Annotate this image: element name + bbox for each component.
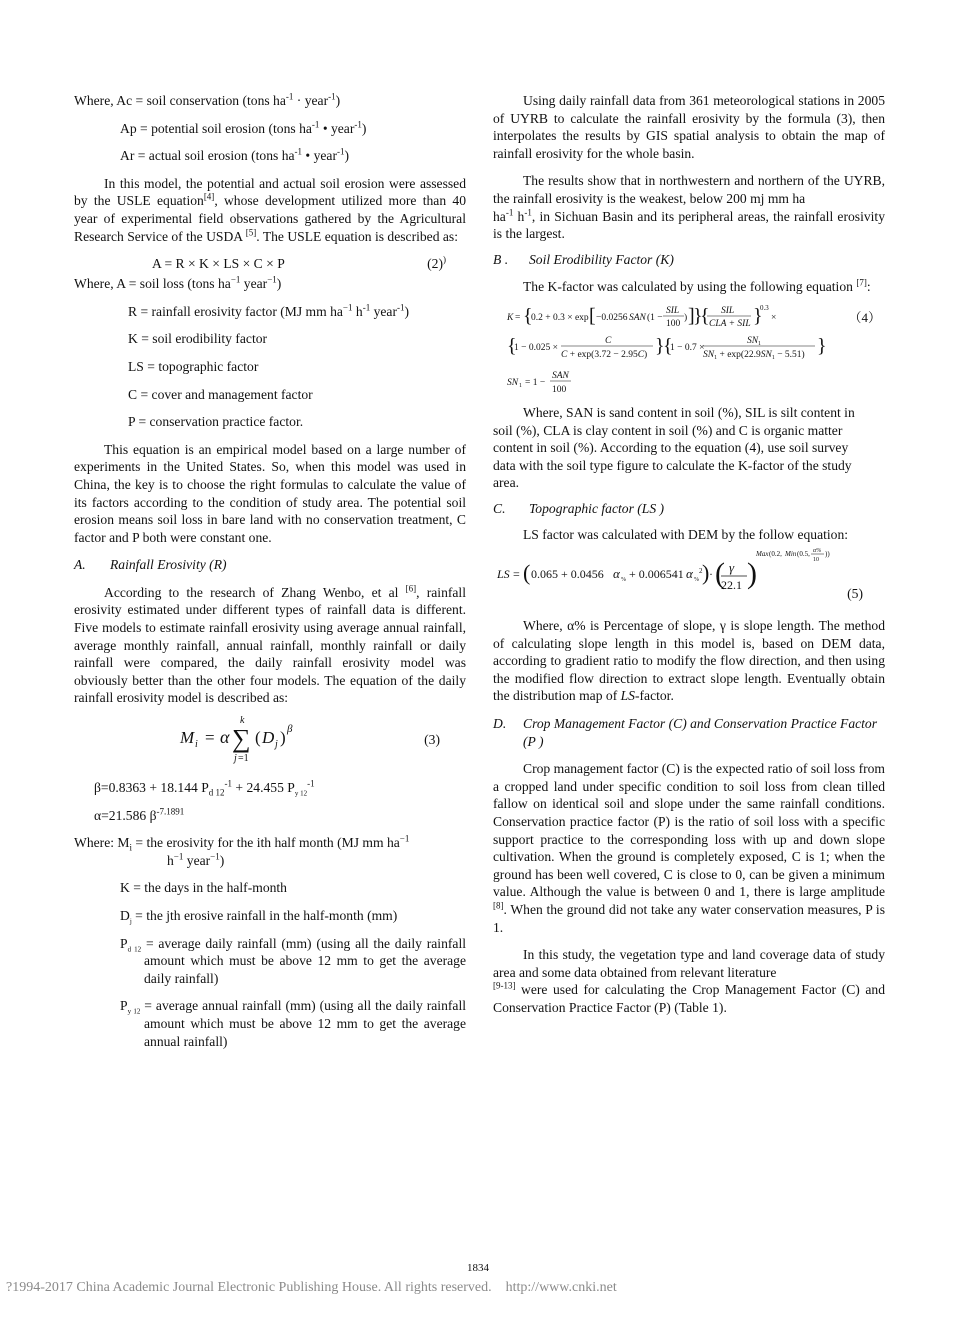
- paragraph-meteorological: Using daily rainfall data from 361 meteorological stations in 2005 of UYRB to calculate the rainfall erosivity by the formula (3), then interpolates the results by GIS spatial analysis to obtain the map of rainfall erosivity for the whole basin.: [493, 93, 885, 161]
- svg-text:CLA + SIL: CLA + SIL: [709, 318, 751, 329]
- svg-text:(: (: [255, 728, 261, 748]
- svg-text:0.3: 0.3: [760, 303, 769, 312]
- heading-soil-erodibility: B . Soil Erodibility Factor (K): [493, 251, 674, 267]
- svg-text:{: {: [523, 304, 533, 327]
- svg-text:%: %: [621, 577, 626, 584]
- def-c: C = cover and management factor: [128, 386, 313, 402]
- equation-3-formula: [74, 713, 466, 771]
- svg-text:i: i: [195, 739, 198, 751]
- svg-text:=: =: [205, 728, 215, 748]
- svg-text:1: 1: [519, 382, 522, 389]
- svg-text:D: D: [262, 728, 275, 748]
- paragraph-crop-factor: Crop management factor (C) is the expected ratio of soil loss from a cropped land under specific condition to soil loss from clean tilled fallow on identical soil and slope under the same rainfall conditions. Conservation practice factor (P) is the ratio of soil loss with a specific support practice to the corresponding loss with up and down slope cultivation. When the ground is completely exposed, C is 1; when the ground has been well covered, C is close to 0, can be given a minimum value. Although the value is between 0 and 1, there is large amplitude [8]. When the ground did not take any water conservation measures, P is 1.: [493, 761, 885, 935]
- svg-text:}: }: [753, 304, 763, 327]
- left-column: [74, 92, 466, 1050]
- equation-4: K = { 0.2 + 0.3 × exp [ −0.0256 SAN (1 − SIL 100 ) ] } { SIL CLA + SIL } 0.3 × { 1 − 0.025 × C C + exp(3.72 − 2.95C) } { 1 − 0.7 × SN 1 $SN_1 + \exp(22.9SN_1 - 5.51)$ } SN 1 = 1 − SAN 100 （4）: [493, 304, 885, 404]
- svg-text:Min: Min: [785, 550, 797, 559]
- paragraph-vegetation: In this study, the vegetation type and land coverage data of study area and some data obtained from relevant literature [9-13] were used for calculating the Crop Management Factor (C) and Conservation Practice Factor (P) (Table 1).: [493, 947, 885, 1015]
- svg-text:)): )): [825, 550, 830, 559]
- def-k-days: K = the days in the half-month: [120, 880, 287, 896]
- heading-rainfall-erosivity: A. Rainfall Erosivity (R): [74, 557, 227, 573]
- svg-text:β: β: [287, 723, 293, 736]
- svg-text:j: j: [275, 739, 278, 751]
- svg-text:(: (: [715, 557, 725, 591]
- equation-5-formula: [493, 543, 885, 609]
- svg-text:): ): [280, 728, 286, 748]
- svg-text:K: K: [507, 312, 514, 323]
- svg-text:}: }: [817, 334, 827, 357]
- svg-text:+ 0.006541: + 0.006541: [629, 567, 684, 582]
- def-py12: $P_{y 12}$ = average annual rainfall (mm) (using all the daily rainfall amount which must be above 12 mm to get the average annual rainfall): [120, 998, 466, 1049]
- svg-text:}: }: [655, 334, 665, 357]
- heading-topographic: C. Topographic factor (LS ): [493, 500, 665, 516]
- def-r: R = rainfall erosivity factor (MJ mm $ha^{-1}$ $h^{-1}$ year$^{-1}$): [128, 302, 410, 319]
- svg-text:[: [: [589, 304, 596, 327]
- right-column: [493, 92, 885, 1017]
- svg-text:(0.2,: (0.2,: [769, 550, 782, 559]
- svg-text:): ): [684, 312, 688, 323]
- svg-text:0.2 + 0.3 × exp: 0.2 + 0.3 × exp: [531, 312, 589, 323]
- where-m: Where: $M_i$ = the erosivity for the ith half month (MJ mm $ha^{-1}$ $h^{-1}$ year$^{-1}$): [74, 833, 410, 868]
- svg-text:1 − 0.025 ×: 1 − 0.025 ×: [514, 342, 558, 353]
- svg-text:α%: α%: [813, 548, 822, 555]
- paragraph-slope: Where, α% is Percentage of slope, γ is slope length. The method of calculating slope length in this model is, based on DEM data, according to gradient ratio to modify the flow direction, and then using the modified flow direction to extract slope length. Eventually obtain the distribution map of LS-factor.: [493, 618, 885, 704]
- svg-text:2: 2: [699, 567, 703, 576]
- svg-text:α: α: [686, 566, 693, 582]
- def-dj: $D_j$ = the jth erosive rainfall in the half-month (mm): [120, 908, 398, 926]
- equation-4-formula: [493, 304, 885, 404]
- svg-text:γ: γ: [729, 560, 735, 576]
- svg-text:×: ×: [771, 312, 777, 323]
- equation-2: A = R × K × LS × C × P (2)): [152, 254, 446, 272]
- svg-text:%: %: [694, 577, 699, 584]
- svg-text:{: {: [507, 334, 517, 357]
- paragraph-rainfall: According to the research of Zhang Wenbo, et al [6], rainfall erosivity estimated under different types of rainfall data is different. Five models to estimate rainfall erosivity using average annual rainfall, average monthly rainfall, annual rainfall, monthly rainfall or daily rainfall were compared, the daily rainfall erosivity model was obviously better than the other four models. The equation of the daily rainfall erosivity model is described as:: [74, 583, 466, 706]
- beta-formula: β=0.8363 + 18.144 $P_{d 12}^{-1} + 24.455$ $P_{y 12}^{-1}$: [94, 778, 315, 798]
- svg-text:10: 10: [813, 557, 819, 564]
- svg-text:j: j: [234, 753, 237, 765]
- page-number: 1834: [467, 1262, 489, 1274]
- svg-text:α: α: [220, 727, 230, 748]
- alpha-formula: α=21.586 $\beta^{-7.1891}$: [94, 806, 185, 823]
- paragraph-results: The results show that in northwestern and northern of the UYRB, the rainfall erosivity is the weakest, below 200 mj mm ha $ha^{-1}$ $h^{-1}$, in Sichuan Basin and its peripheral areas, the rainfall erosivity is the largest.: [493, 173, 885, 242]
- svg-text:]: ]: [688, 304, 695, 327]
- svg-text:{: {: [700, 304, 710, 327]
- where-a: Where, A = soil loss (tons $ha^{-1}$ year$^{-1}$): [74, 274, 282, 292]
- svg-text:C + exp(3.72 − 2.95C): C + exp(3.72 − 2.95C): [561, 349, 648, 360]
- svg-text:(: (: [523, 560, 531, 586]
- paragraph-empirical: This equation is an empirical model based on a large number of experiments in the United States. So, when this model was used in China, the key is to choose the right formulas to calculate the value of its factors according to the condition of study area. The potential soil erosion means soil loss in bare land with no conservation treatment, C factor and P both were constant one.: [74, 441, 466, 545]
- svg-text:SIL: SIL: [666, 305, 680, 316]
- svg-text:α: α: [613, 566, 620, 582]
- svg-text:=1: =1: [238, 753, 249, 765]
- def-ls: LS = topographic factor: [128, 358, 259, 374]
- svg-text:100: 100: [552, 384, 567, 395]
- svg-text:(0.5,: (0.5,: [797, 550, 810, 559]
- svg-text:22.1: 22.1: [721, 578, 742, 593]
- svg-text:SIL: SIL: [721, 305, 735, 316]
- svg-text:−0.0256: −0.0256: [596, 312, 628, 323]
- svg-text:): ): [702, 560, 710, 586]
- svg-text:SN: SN: [507, 377, 519, 388]
- svg-text:(1 −: (1 −: [647, 312, 663, 323]
- svg-text:): ): [747, 557, 757, 591]
- def-ar: Ar = actual soil erosion (tons $ha^{-1}$ • year$^{-1}$): [120, 146, 350, 164]
- svg-text:100: 100: [666, 318, 681, 329]
- paragraph-ls: LS factor was calculated with DEM by the follow equation:: [523, 526, 849, 542]
- equation-5: LS = ( 0.065 + 0.0456 α % + 0.006541 α % 2 ) · ( γ 22.1 ) Max (0.2, Min (0.5, α% 10 )) (5): [493, 543, 885, 609]
- svg-text:}: }: [693, 304, 703, 327]
- def-ap: Ap = potential soil erosion (tons $ha^{-1}$ • year$^{-1}$): [120, 119, 367, 136]
- svg-text:LS: LS: [497, 567, 510, 582]
- equation-3: M i = α ∑ k j =1 ( D j ) β (3): [74, 713, 466, 771]
- heading-crop-management: D. Crop Management Factor (C) and Conservation Practice Factor (P ): [493, 716, 878, 749]
- paragraph-san-sil: Where, SAN is sand content in soil (%), SIL is silt content in soil (%), CLA is clay content in soil (%) and C is organic matter content in soil (%). According to the equation (4), use soil survey data with the soil type figure to calculate the K-factor of the study area.: [493, 404, 855, 491]
- svg-text:∑: ∑: [232, 724, 251, 754]
- svg-text:{: {: [663, 334, 673, 357]
- def-k: K = soil erodibility factor: [128, 331, 268, 347]
- svg-text:·: ·: [709, 567, 713, 582]
- def-p: P = conservation practice factor.: [128, 414, 304, 430]
- svg-text:SAN: SAN: [629, 312, 646, 323]
- svg-text:1: 1: [758, 340, 761, 347]
- svg-text:0.065 + 0.0456: 0.065 + 0.0456: [531, 567, 604, 582]
- svg-text:SN1 + exp(22.9SN1 − 5.51): $SN_1 + \exp(22.9SN_1 - 5.51)$: [703, 349, 805, 361]
- svg-text:k: k: [240, 715, 245, 727]
- svg-text:M: M: [180, 728, 195, 748]
- paragraph-k-factor: The K-factor was calculated by using the following equation [7]:: [523, 277, 871, 295]
- svg-text:= 1 −: = 1 −: [525, 377, 546, 388]
- def-pd12: $P_{d 12}$ = average daily rainfall (mm) (using all the daily rainfall amount which must be above 12 mm to get the average daily rainfall): [120, 935, 466, 986]
- svg-text:Max: Max: [756, 550, 769, 559]
- svg-text:SN: SN: [747, 335, 759, 346]
- paragraph-usle: In this model, the potential and actual soil erosion were assessed by the USLE equation[4], whose development utilized more than 40 year of experimental field observations gathered by the Agricultural Research Service of the USDA [5]. The USLE equation is described as:: [74, 175, 466, 244]
- svg-text:1 − 0.7 ×: 1 − 0.7 ×: [670, 342, 705, 353]
- copyright-footer: ?1994-2017 China Academic Journal Electronic Publishing House. All rights reserved. http://www.cnki.net: [6, 1280, 617, 1295]
- svg-text:C: C: [605, 335, 612, 346]
- where-ac: Where, Ac = soil conservation (tons $ha^{-1}$ · year$^{-1}$): [74, 91, 341, 108]
- svg-text:=: =: [513, 567, 520, 582]
- svg-text:=: =: [515, 312, 521, 323]
- svg-text:SAN: SAN: [552, 370, 569, 381]
